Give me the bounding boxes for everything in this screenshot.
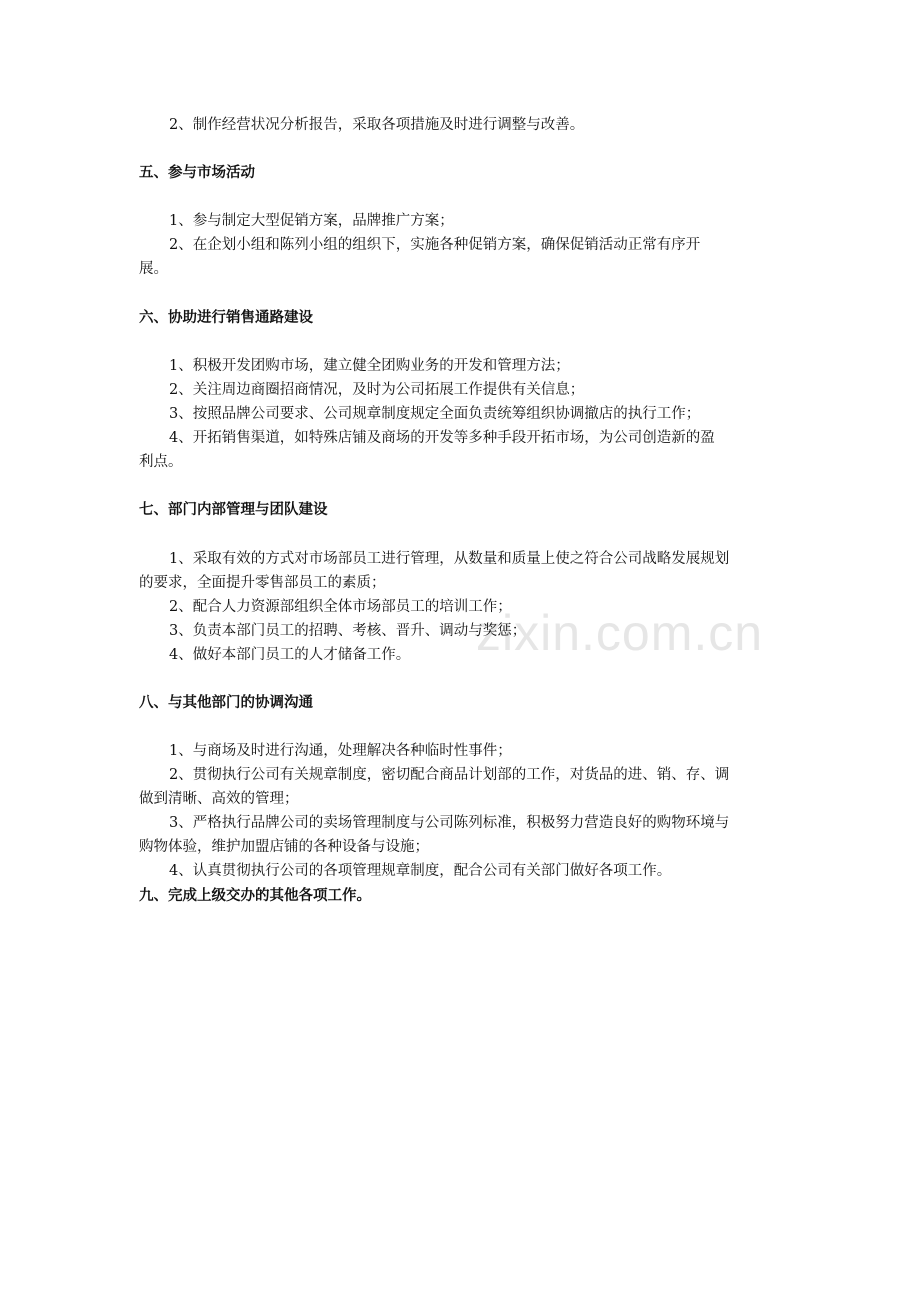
paragraph-line: 2、关注周边商圈招商情况，及时为公司拓展工作提供有关信息； <box>169 382 585 398</box>
paragraph-line: 4、做好本部门员工的人才储备工作。 <box>169 647 411 663</box>
paragraph-line: 4、认真贯彻执行公司的各项管理规章制度，配合公司有关部门做好各项工作。 <box>169 863 672 879</box>
paragraph-line: 3、严格执行品牌公司的卖场管理制度与公司陈列标准，积极努力营造良好的购物环境与 <box>169 815 730 831</box>
paragraph-line: 做到清晰、高效的管理； <box>139 791 299 807</box>
paragraph-line: 1、采取有效的方式对市场部员工进行管理，从数量和质量上使之符合公司战略发展规划 <box>169 551 730 567</box>
paragraph-line: 的要求，全面提升零售部员工的素质； <box>139 575 386 591</box>
paragraph-line: 利点。 <box>139 454 183 470</box>
paragraph-line: 3、按照品牌公司要求、公司规章制度规定全面负责统筹组织协调撤店的执行工作； <box>169 406 701 422</box>
paragraph-line: 展。 <box>139 261 168 277</box>
paragraph-line: 2、配合人力资源部组织全体市场部员工的培训工作； <box>169 599 512 615</box>
section-heading-5: 五、参与市场活动 <box>139 165 255 181</box>
section-heading-6: 六、协助进行销售通路建设 <box>139 310 313 326</box>
paragraph-line: 1、与商场及时进行沟通，处理解决各种临时性事件； <box>169 743 512 759</box>
paragraph-line: 4、开拓销售渠道，如特殊店铺及商场的开发等多种手段开拓市场，为公司创造新的盈 <box>169 430 715 446</box>
watermark: zixin.com.cn <box>476 605 764 661</box>
section-heading-9: 九、完成上级交办的其他各项工作。 <box>139 888 371 904</box>
section-heading-7: 七、部门内部管理与团队建设 <box>139 502 328 518</box>
paragraph-line: 2、贯彻执行公司有关规章制度，密切配合商品计划部的工作，对货品的进、销、存、调 <box>169 767 730 783</box>
paragraph-line: 1、积极开发团购市场，建立健全团购业务的开发和管理方法； <box>169 358 570 374</box>
paragraph-line: 购物体验，维护加盟店铺的各种设备与设施； <box>139 839 429 855</box>
section-heading-8: 八、与其他部门的协调沟通 <box>139 695 313 711</box>
paragraph-line: 3、负责本部门员工的招聘、考核、晋升、调动与奖惩； <box>169 623 527 639</box>
paragraph-line: 2、在企划小组和陈列小组的组织下，实施各种促销方案，确保促销活动正常有序开 <box>169 237 701 253</box>
paragraph-line: 1、参与制定大型促销方案，品牌推广方案； <box>169 213 454 229</box>
paragraph-line: 2、制作经营状况分析报告，采取各项措施及时进行调整与改善。 <box>169 117 585 133</box>
